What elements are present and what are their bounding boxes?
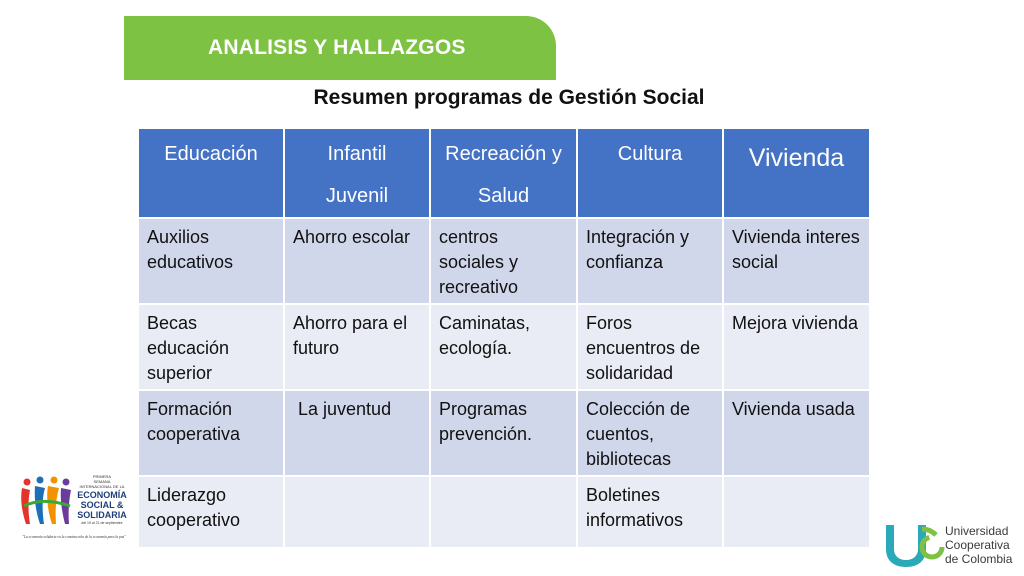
banner-title: ANALISIS Y HALLAZGOS bbox=[208, 36, 466, 59]
table-cell: Colección de cuentos, bibliotecas bbox=[577, 390, 723, 476]
table-row bbox=[138, 218, 870, 304]
table-cell: centros sociales y recreativo bbox=[430, 218, 577, 304]
header-line: Educación bbox=[164, 143, 258, 165]
table-cell: Mejora vivienda bbox=[723, 304, 870, 390]
slide-subtitle: Resumen programas de Gestión Social bbox=[313, 86, 705, 109]
university-name bbox=[945, 524, 1012, 566]
table-row bbox=[138, 476, 870, 548]
university-name-line: Cooperativa bbox=[945, 538, 1010, 552]
people-figures-icon bbox=[21, 477, 71, 525]
table-cell: Vivienda usada bbox=[723, 390, 870, 476]
column-header-infantil-juvenil bbox=[284, 128, 430, 218]
header-line: Infantil bbox=[327, 143, 387, 165]
logo-text: SOCIAL & bbox=[80, 500, 124, 510]
table-header-row bbox=[138, 128, 870, 218]
logo-text: PRIMERA bbox=[92, 474, 112, 479]
table-cell: Programas prevención. bbox=[430, 390, 577, 476]
header-line: Recreación y bbox=[445, 143, 562, 165]
column-header-recreacion-salud bbox=[430, 128, 577, 218]
table-cell: Ahorro escolar bbox=[284, 218, 430, 304]
header-line: Vivienda bbox=[748, 144, 845, 172]
table-cell bbox=[723, 476, 870, 548]
column-header-cultura bbox=[577, 128, 723, 218]
table-cell: Liderazgo cooperativo bbox=[138, 476, 284, 548]
table-cell: Ahorro para el futuro bbox=[284, 304, 430, 390]
logo-text: SEMANA bbox=[93, 479, 111, 484]
event-logo bbox=[16, 470, 132, 542]
column-header-educacion bbox=[138, 128, 284, 218]
table-cell: Integración y confianza bbox=[577, 218, 723, 304]
header-line: Juvenil bbox=[325, 185, 389, 207]
university-name-line: de Colombia bbox=[945, 552, 1013, 566]
table-cell bbox=[284, 476, 430, 548]
logo-text: del 19 al 21 de septiembre bbox=[81, 521, 123, 525]
table-cell: La juventud bbox=[284, 390, 430, 476]
table-cell: Formación cooperativa bbox=[138, 390, 284, 476]
logo-tagline: "La economía solidaria en la construcción de la economía para la paz" bbox=[22, 535, 126, 539]
university-name-line: Universidad bbox=[945, 524, 1009, 538]
table-cell: Foros encuentros de solidaridad bbox=[577, 304, 723, 390]
table-cell: Auxilios educativos bbox=[138, 218, 284, 304]
table-cell: Boletines informativos bbox=[577, 476, 723, 548]
column-header-vivienda bbox=[723, 128, 870, 218]
logo-text: SOLIDARIA bbox=[77, 510, 127, 520]
header-line: Salud bbox=[477, 185, 530, 207]
ucc-symbol-icon bbox=[886, 525, 942, 567]
logo-text: INTERNACIONAL DE LA bbox=[79, 484, 125, 489]
table-cell: Caminatas, ecología. bbox=[430, 304, 577, 390]
logo-text: ECONOMÍA bbox=[77, 490, 127, 500]
header-line: Cultura bbox=[617, 143, 683, 165]
table-row bbox=[138, 304, 870, 390]
table-cell: Vivienda interes social bbox=[723, 218, 870, 304]
table-cell: Becas educación superior bbox=[138, 304, 284, 390]
table-row bbox=[138, 390, 870, 476]
programs-table bbox=[137, 127, 871, 549]
table-cell bbox=[430, 476, 577, 548]
